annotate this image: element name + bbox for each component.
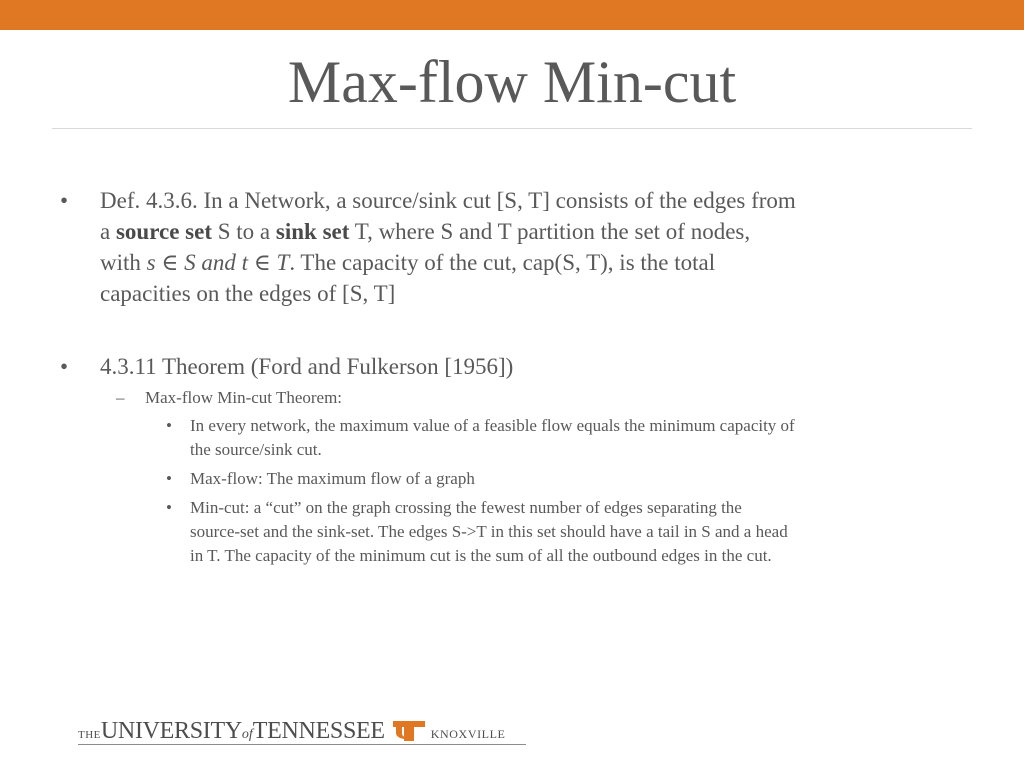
definition-text: . The capacity of the cut, cap(S, T), is the total	[289, 250, 716, 275]
list-item	[166, 414, 980, 462]
list-item	[166, 496, 980, 568]
logo-the: THE	[78, 729, 101, 741]
logo-of: of	[241, 727, 253, 742]
item-line: Max-flow: The maximum flow of a graph	[190, 469, 475, 488]
definition-text: S to a	[212, 219, 276, 244]
definition-line-1: Def. 4.3.6. In a Network, a source/sink cut [S, T] consists of the edges from	[100, 188, 796, 213]
item-line: the source/sink cut.	[190, 440, 322, 459]
item-line: In every network, the maximum value of a feasible flow equals the minimum capacity of	[190, 416, 795, 435]
item-line: source-set and the sink-set. The edges S->T in this set should have a tail in S and a head	[190, 522, 788, 541]
bullet-marker: •	[60, 188, 69, 213]
item-line: in T. The capacity of the minimum cut is the sum of all the outbound edges in the cut.	[190, 546, 772, 565]
sub-bullet-text: Max-flow Min-cut Theorem:	[145, 388, 343, 407]
theorem-text: 4.3.11 Theorem (Ford and Fulkerson [1956])	[100, 354, 514, 379]
definition-text: T, where S and T partition the set of nodes,	[349, 219, 751, 244]
university-logo	[78, 718, 526, 748]
definition-text: a	[100, 219, 116, 244]
bullet-definition	[60, 185, 980, 309]
logo-wordmark	[78, 718, 505, 746]
logo-knoxville: KNOXVILLE	[430, 727, 506, 741]
math-expression: s ∈ S and t ∈ T	[146, 250, 290, 275]
item-line: Min-cut: a “cut” on the graph crossing the fewest number of edges separating the	[190, 498, 742, 517]
logo-tennessee: TENNESSEE	[252, 718, 385, 744]
slide-title: Max-flow Min-cut	[287, 49, 737, 115]
logo-underline	[78, 744, 526, 745]
ut-power-t-icon	[393, 721, 425, 746]
dash-marker: –	[116, 388, 125, 407]
definition-line-3	[100, 247, 980, 278]
definition-text: with	[100, 250, 147, 275]
bullet-theorem	[60, 351, 980, 382]
bullet-marker: •	[60, 354, 69, 379]
bullet-marker: •	[166, 469, 172, 488]
list-item	[166, 467, 980, 491]
title-divider	[52, 128, 972, 129]
sink-set-term: sink set	[275, 219, 350, 244]
top-accent-bar	[0, 0, 1024, 30]
definition-line-4: capacities on the edges of [S, T]	[100, 281, 396, 306]
definition-line-2	[100, 216, 980, 247]
source-set-term: source set	[115, 219, 212, 244]
bullet-marker: •	[166, 416, 172, 435]
bullet-marker: •	[166, 498, 172, 517]
logo-university: UNIVERSITY	[100, 718, 242, 744]
sub-bullet-theorem-name	[116, 386, 975, 410]
